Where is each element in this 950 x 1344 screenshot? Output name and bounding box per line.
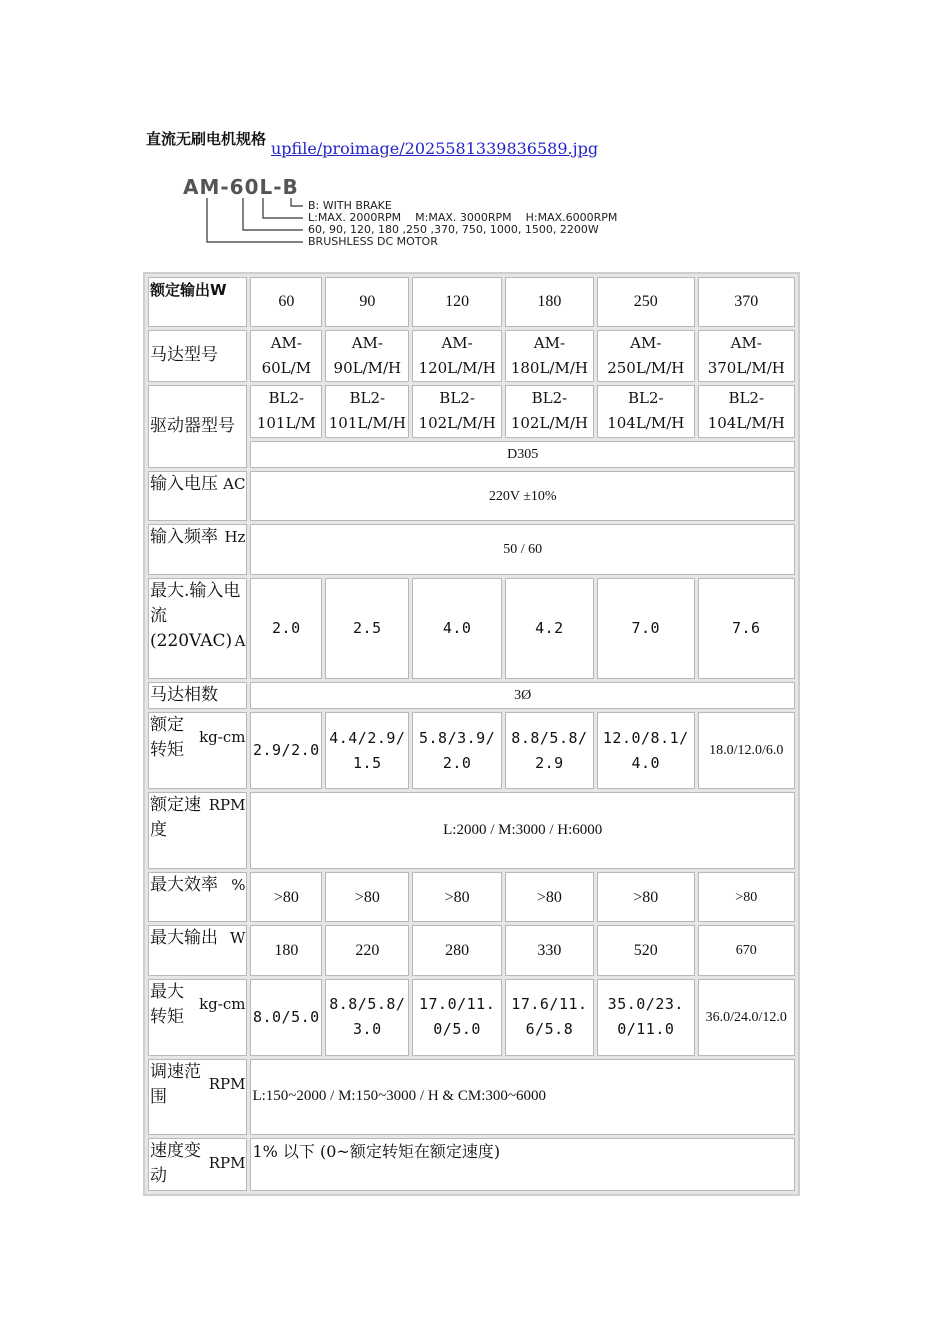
phases-value: 3Ø xyxy=(250,682,795,709)
max-torque-4: 17.6/11.6/5.8 xyxy=(505,979,594,1056)
model-code-leader-lines xyxy=(207,198,303,242)
input-voltage-value: 220V ±10% xyxy=(250,471,795,522)
max-input-current-3: 4.0 xyxy=(412,578,501,679)
rated-speed-label: 额定速度 xyxy=(150,794,201,840)
label-phases: 马达相数 xyxy=(148,682,247,709)
motor-model-5: AM-250L/M/H xyxy=(597,330,694,383)
input-frequency-unit: Hz xyxy=(224,528,246,547)
row-max-efficiency xyxy=(148,872,795,923)
max-output-4: 330 xyxy=(505,925,594,976)
speed-variation-unit: RPM xyxy=(208,1154,246,1173)
max-torque-5: 35.0/23.0/11.0 xyxy=(597,979,694,1056)
legend-brake: B: WITH BRAKE xyxy=(308,199,392,212)
row-rated-output xyxy=(148,277,795,327)
legend-power: 60, 90, 120, 180 ,250 ,370, 750, 1000, 1500, 2200W xyxy=(308,223,599,236)
rated-speed-unit: RPM xyxy=(208,795,246,814)
label-max-efficiency xyxy=(148,872,247,923)
max-efficiency-1: >80 xyxy=(250,872,322,923)
rated-torque-2: 4.4/2.9/1.5 xyxy=(325,712,409,789)
page-heading: 直流无刷电机规格 xyxy=(145,130,266,148)
label-motor-model: 马达型号 xyxy=(148,330,247,383)
max-output-5: 520 xyxy=(597,925,694,976)
max-efficiency-unit: % xyxy=(231,875,246,894)
driver-model-4: BL2-102L/M/H xyxy=(505,385,594,438)
max-torque-2: 8.8/5.8/3.0 xyxy=(325,979,409,1056)
motor-model-6: AM-370L/M/H xyxy=(698,330,795,383)
rated-output-60: 60 xyxy=(250,277,322,327)
max-input-current-2: 2.5 xyxy=(325,578,409,679)
max-efficiency-label: 最大效率 xyxy=(150,874,218,895)
driver-shared-model: D305 xyxy=(250,441,795,468)
row-max-torque xyxy=(148,979,795,1056)
speed-range-label: 调速范围 xyxy=(150,1061,201,1107)
max-efficiency-4: >80 xyxy=(505,872,594,923)
model-code-diagram xyxy=(175,172,685,254)
speed-variation-label: 速度变动 xyxy=(150,1141,201,1187)
max-output-label: 最大输出 xyxy=(150,928,218,949)
max-efficiency-3: >80 xyxy=(412,872,501,923)
max-torque-label: 最大转矩 xyxy=(150,981,184,1027)
rated-torque-unit: kg-cm xyxy=(199,728,246,747)
image-link[interactable]: upfile/proimage/2025581339836589.jpg xyxy=(271,139,599,158)
rated-output-370: 370 xyxy=(698,277,795,327)
max-torque-unit: kg-cm xyxy=(199,994,246,1013)
rated-torque-label: 额定转矩 xyxy=(150,715,184,761)
max-input-current-4: 4.2 xyxy=(505,578,594,679)
row-max-input-current xyxy=(148,578,795,679)
motor-model-4: AM-180L/M/H xyxy=(505,330,594,383)
max-efficiency-5: >80 xyxy=(597,872,694,923)
max-input-current-note: (220VAC) xyxy=(150,630,233,651)
label-speed-range xyxy=(148,1059,247,1136)
max-output-6: 670 xyxy=(698,925,795,976)
max-input-current-5: 7.0 xyxy=(597,578,694,679)
legend-speed: L:MAX. 2000RPM M:MAX. 3000RPM H:MAX.6000RPM xyxy=(308,211,618,224)
rated-torque-5: 12.0/8.1/4.0 xyxy=(597,712,694,789)
max-torque-6: 36.0/24.0/12.0 xyxy=(698,979,795,1056)
max-output-3: 280 xyxy=(412,925,501,976)
row-speed-range xyxy=(148,1059,795,1136)
max-input-current-6: 7.6 xyxy=(698,578,795,679)
label-input-frequency xyxy=(148,524,247,575)
label-speed-variation xyxy=(148,1138,247,1191)
rated-torque-4: 8.8/5.8/2.9 xyxy=(505,712,594,789)
row-driver-model xyxy=(148,385,795,438)
motor-model-3: AM-120L/M/H xyxy=(412,330,501,383)
input-frequency-value: 50 / 60 xyxy=(250,524,795,575)
max-output-unit: W xyxy=(230,929,246,948)
rated-torque-6: 18.0/12.0/6.0 xyxy=(698,712,795,789)
model-code-text: AM-60L-B xyxy=(183,175,299,199)
speed-range-unit: RPM xyxy=(208,1074,246,1093)
max-input-current-1: 2.0 xyxy=(250,578,322,679)
rated-output-250: 250 xyxy=(597,277,694,327)
driver-model-1: BL2-101L/M xyxy=(250,385,322,438)
row-rated-torque xyxy=(148,712,795,789)
driver-model-5: BL2-104L/M/H xyxy=(597,385,694,438)
max-output-2: 220 xyxy=(325,925,409,976)
rated-output-180: 180 xyxy=(505,277,594,327)
row-motor-model xyxy=(148,330,795,383)
max-output-1: 180 xyxy=(250,925,322,976)
max-efficiency-2: >80 xyxy=(325,872,409,923)
max-input-current-label: 最大.输入电流 xyxy=(150,580,241,626)
label-max-output xyxy=(148,925,247,976)
driver-model-2: BL2-101L/M/H xyxy=(325,385,409,438)
label-driver-model: 驱动器型号 xyxy=(148,385,247,468)
legend-motor: BRUSHLESS DC MOTOR xyxy=(308,235,438,248)
rated-speed-value: L:2000 / M:3000 / H:6000 xyxy=(250,792,795,869)
max-torque-3: 17.0/11.0/5.0 xyxy=(412,979,501,1056)
rated-output-90: 90 xyxy=(325,277,409,327)
label-rated-torque xyxy=(148,712,247,789)
row-speed-variation xyxy=(148,1138,795,1191)
max-torque-1: 8.0/5.0 xyxy=(250,979,322,1056)
rated-torque-1: 2.9/2.0 xyxy=(250,712,322,789)
row-max-output xyxy=(148,925,795,976)
driver-model-3: BL2-102L/M/H xyxy=(412,385,501,438)
rated-torque-3: 5.8/3.9/2.0 xyxy=(412,712,501,789)
driver-model-6: BL2-104L/M/H xyxy=(698,385,795,438)
rated-output-120: 120 xyxy=(412,277,501,327)
input-voltage-label: 输入电压 xyxy=(150,473,218,494)
motor-model-2: AM-90L/M/H xyxy=(325,330,409,383)
row-phases xyxy=(148,682,795,709)
label-max-torque xyxy=(148,979,247,1056)
max-input-current-unit: A xyxy=(234,631,246,650)
input-frequency-label: 输入频率 xyxy=(150,527,218,548)
max-efficiency-6: >80 xyxy=(698,872,795,923)
row-input-frequency xyxy=(148,524,795,575)
label-rated-speed xyxy=(148,792,247,869)
row-input-voltage xyxy=(148,471,795,522)
label-input-voltage xyxy=(148,471,247,522)
label-rated-output: 额定输出W xyxy=(148,277,247,327)
label-max-input-current xyxy=(148,578,247,679)
input-voltage-unit: AC xyxy=(223,474,246,493)
row-rated-speed xyxy=(148,792,795,869)
motor-model-1: AM-60L/M xyxy=(250,330,322,383)
speed-range-value: L:150~2000 / M:150~3000 / H & CM:300~6000 xyxy=(250,1059,795,1136)
speed-variation-value: 1% 以下 (0~额定转矩在额定速度) xyxy=(250,1138,795,1191)
spec-table xyxy=(143,272,800,1196)
